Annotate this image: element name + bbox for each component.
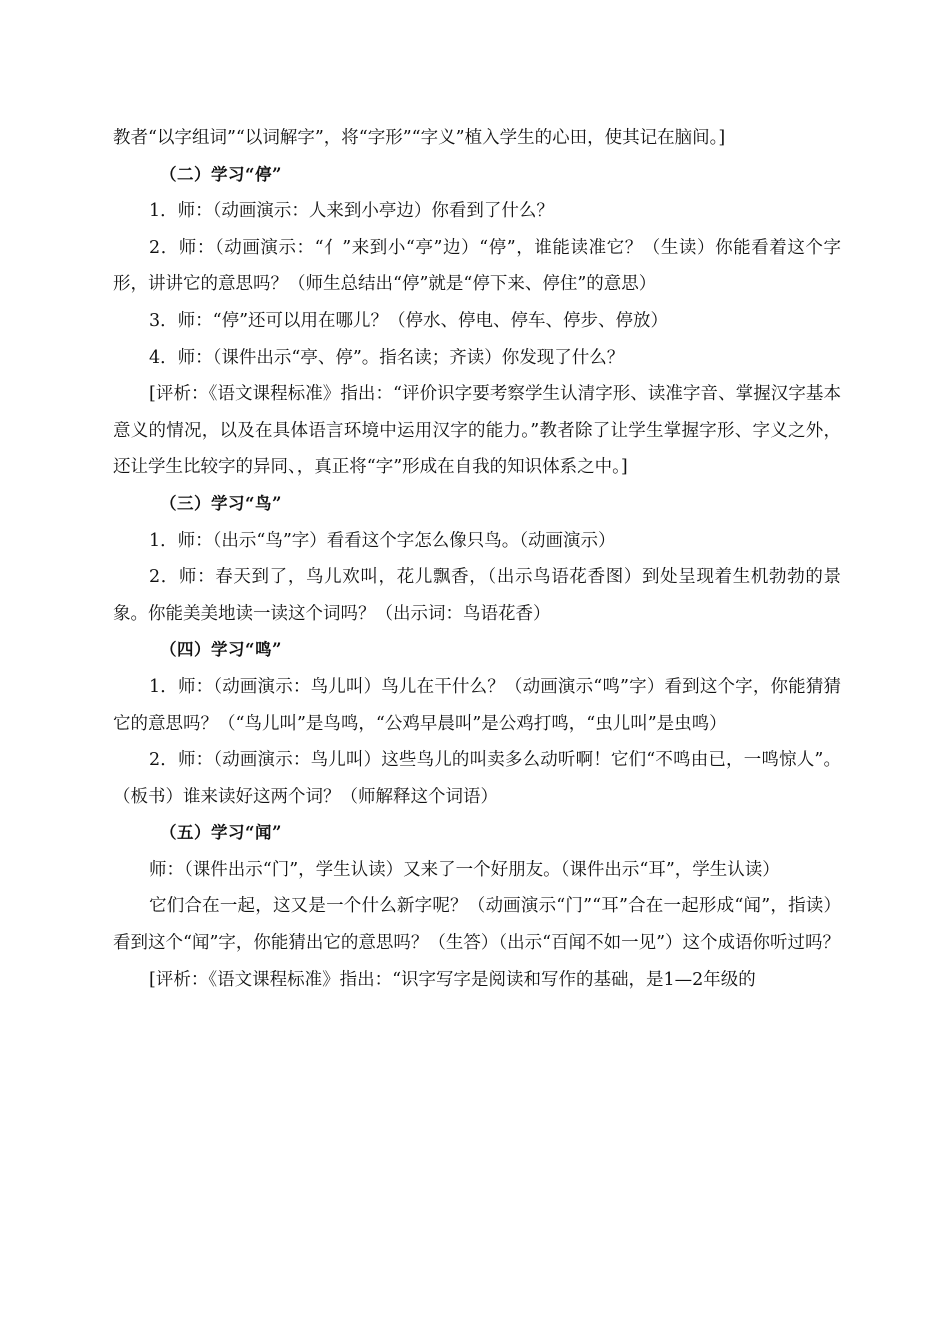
section-heading-wen: （五）学习“闻” xyxy=(160,823,282,843)
paragraph-evaluation-wen: [评析：《语文课程标准》指出：“识字写字是阅读和写作的基础，是1—2年级的 xyxy=(149,969,756,990)
section-heading-ting: （二）学习“停” xyxy=(160,164,282,184)
paragraph-ting-step-4: 4．师：（课件出示“亭、停”。指名读；齐读）你发现了什么？ xyxy=(149,347,625,368)
paragraph-ming-step-1: 1．师：（动画演示：鸟儿叫）鸟儿在干什么？（动画演示“鸣”字）看到这个字，你能猜猜它的意思吗？（“鸟儿叫”是鸟鸣，“公鸡早晨叫”是公鸡打鸣，“虫儿叫”是虫鸣） xyxy=(113,676,841,734)
paragraph-niao-step-2: 2．师：春天到了，鸟儿欢叫，花儿飘香，（出示鸟语花香图）到处呈现着生机勃勃的景象。你能美美地读一读这个词吗？（出示词：鸟语花香） xyxy=(113,567,841,624)
paragraph-ting-step-3: 3．师：“停”还可以用在哪儿？（停水、停电、停车、停步、停放） xyxy=(149,310,669,331)
paragraph-evaluation-continued: 教者“以字组词”“以词解字”，将“字形”“字义”植入学生的心田，使其记在脑间。] xyxy=(113,128,726,148)
paragraph-ting-step-2: 2．师：（动画演示：“亻”来到小“亭”边）“停”，谁能读准它？（生读）你能看着这个字形，讲讲它的意思吗？（师生总结出“停”就是“停下来、停住”的意思） xyxy=(113,237,841,295)
paragraph-evaluation-ting: [评析：《语文课程标准》指出：“评价识字要考察学生认清字形、读准字音、掌握汉字基本意义的情况，以及在具体语言环境中运用汉字的能力。”教者除了让学生掌握字形、字义之外，还让学生比较字的异同、，真正将“字”形成在自我的知识体系之中。] xyxy=(113,384,841,478)
document-page xyxy=(113,120,841,998)
paragraph-wen-step-1: 师：（课件出示“门”，学生认读）又来了一个好朋友。（课件出示“耳”，学生认读） xyxy=(149,859,780,880)
section-heading-ming: （四）学习“鸣” xyxy=(160,640,282,660)
paragraph-ming-step-2: 2．师：（动画演示：鸟儿叫）这些鸟儿的叫卖多么动听啊！它们“不鸣由已，一鸣惊人”。（板书）谁来读好这两个词？（师解释这个词语） xyxy=(113,750,841,807)
section-heading-niao: （三）学习“鸟” xyxy=(160,493,282,513)
paragraph-niao-step-1: 1．师：（出示“鸟”字）看看这个字怎么像只鸟。（动画演示） xyxy=(149,530,616,551)
paragraph-wen-step-2: 它们合在一起，这又是一个什么新字呢？（动画演示“门”“耳”合在一起形成“闻”，指读）看到这个“闻”字，你能猜出它的意思吗？（生答）（出示“百闻不如一见”）这个成语你听过吗？ xyxy=(113,896,841,954)
paragraph-ting-step-1: 1．师：（动画演示：人来到小亭边）你看到了什么？ xyxy=(149,201,554,222)
